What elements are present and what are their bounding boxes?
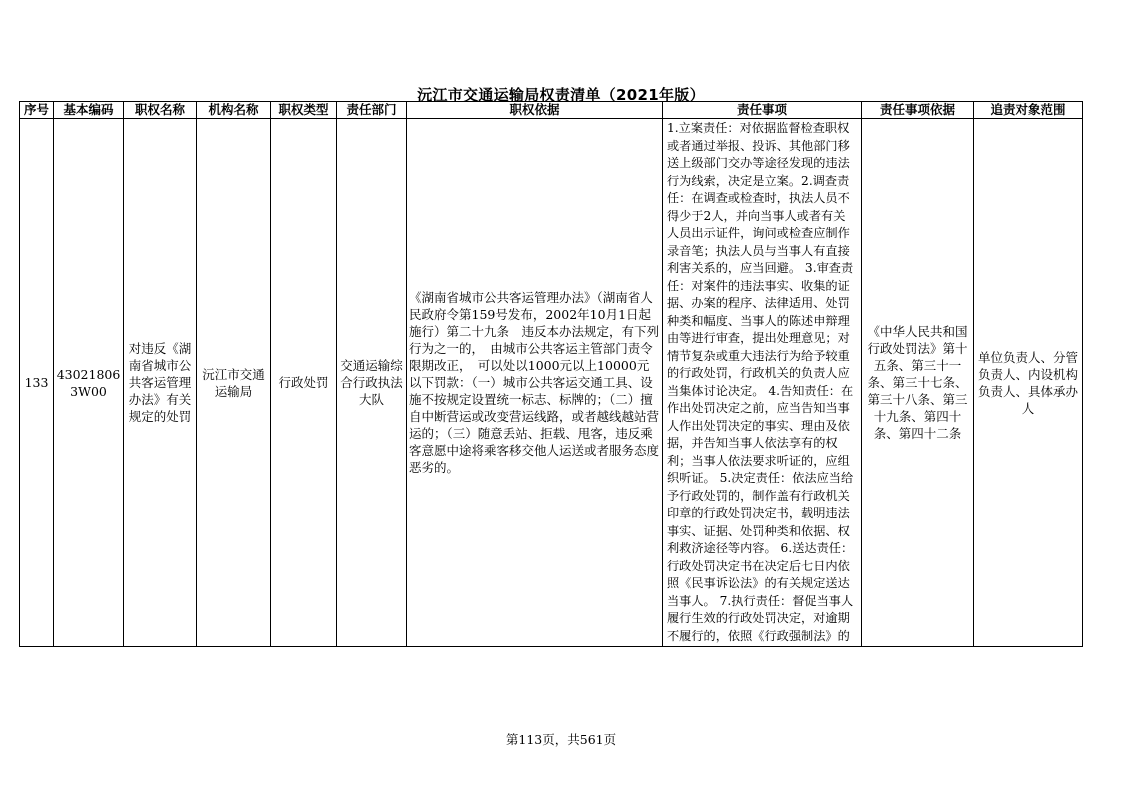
cell-department: 交通运输综合行政执法大队 bbox=[337, 119, 407, 647]
duties-text: 1.立案责任：对依据监督检查职权或者通过举报、投诉、其他部门移送上级部门交办等途径发现的违法行为线索，决定是立案。2.调查责任：在调查或检查时，执法人员不得少于2人，并向当事人或者有关人员出示证件，询问或检查应制作录音笔；执法人员与当事人有直接利害关系的，应当回避。 3.审查责任：对案件的违法事实、收集的证据、办案的程序、法律适用、处罚种类和幅度、当事人的陈述申辩理由等进行审查，提出处理意见；对情节复杂或重大违法行为给予较重的行政处罚，行政机关的负责人应当集体讨论决定。 4.告知责任：在作出处罚决定之前，应当告知当事人作出处罚决定的事实、理由及依据，并告知当事人依法享有的权利；当事人依法要求听证的，应组织听证。 5.决定责任：依法应当给予行政处罚的，制作盖有行政机关印章的行政处罚决定书，载明违法事实、证据、处罚种类和依据、权利救济途径等内容。 6.送达责任：行政处罚决定书在决定后七日内依照《民事诉讼法》的有关规定送达当事人。 7.执行责任：督促当事人履行生效的行政处罚决定，对逾期不履行的，依照《行政强制法》的 bbox=[667, 121, 854, 643]
power-list-table bbox=[19, 101, 1083, 647]
cell-index: 133 bbox=[20, 119, 54, 647]
cell-power-name: 对违反《湖南省城市公共客运管理办法》有关规定的处罚 bbox=[124, 119, 197, 647]
header-index: 序号 bbox=[20, 102, 54, 119]
cell-accountability: 单位负责人、分管负责人、内设机构负责人、具体承办人 bbox=[974, 119, 1083, 647]
cell-basis: 《湖南省城市公共客运管理办法》（湖南省人民政府令第159号发布，2002年10月1日起施行）第二十九条 违反本办法规定，有下列行为之一的， 由城市公共客运主管部门责令限期改正， 可以处以1000元以上10000元以下罚款：（一）城市公共客运交通工具、设施不按规定设置统一标志、标牌的；（二）擅自中断营运或改变营运线路，或者越线越站营运的；（三）随意丢站、拒载、甩客，违反乘客意愿中途将乘客移交他人运送或者服务态度恶劣的。 bbox=[407, 119, 663, 647]
header-power-name: 职权名称 bbox=[124, 102, 197, 119]
page-title: 沅江市交通运输局权责清单（2021年版） bbox=[417, 86, 705, 104]
page-number: 第113页，共561页 bbox=[505, 732, 617, 747]
cell-duties bbox=[663, 119, 862, 647]
cell-org: 沅江市交通运输局 bbox=[197, 119, 271, 647]
header-duties: 责任事项 bbox=[663, 102, 862, 119]
cell-power-type: 行政处罚 bbox=[271, 119, 337, 647]
table-header-row bbox=[20, 102, 1083, 119]
cell-code bbox=[54, 119, 124, 647]
header-department: 责任部门 bbox=[337, 102, 407, 119]
header-duty-basis: 责任事项依据 bbox=[862, 102, 974, 119]
header-accountability: 追责对象范围 bbox=[974, 102, 1083, 119]
header-code: 基本编码 bbox=[54, 102, 124, 119]
header-org: 机构名称 bbox=[197, 102, 271, 119]
code-text: 430218063W00 bbox=[56, 366, 121, 399]
cell-duty-basis: 《中华人民共和国行政处罚法》第十五条、第三十一条、第三十七条、第三十八条、第三十九条、第四十条、第四十二条 bbox=[862, 119, 974, 647]
header-basis: 职权依据 bbox=[407, 102, 663, 119]
table-row bbox=[20, 119, 1083, 647]
header-power-type: 职权类型 bbox=[271, 102, 337, 119]
